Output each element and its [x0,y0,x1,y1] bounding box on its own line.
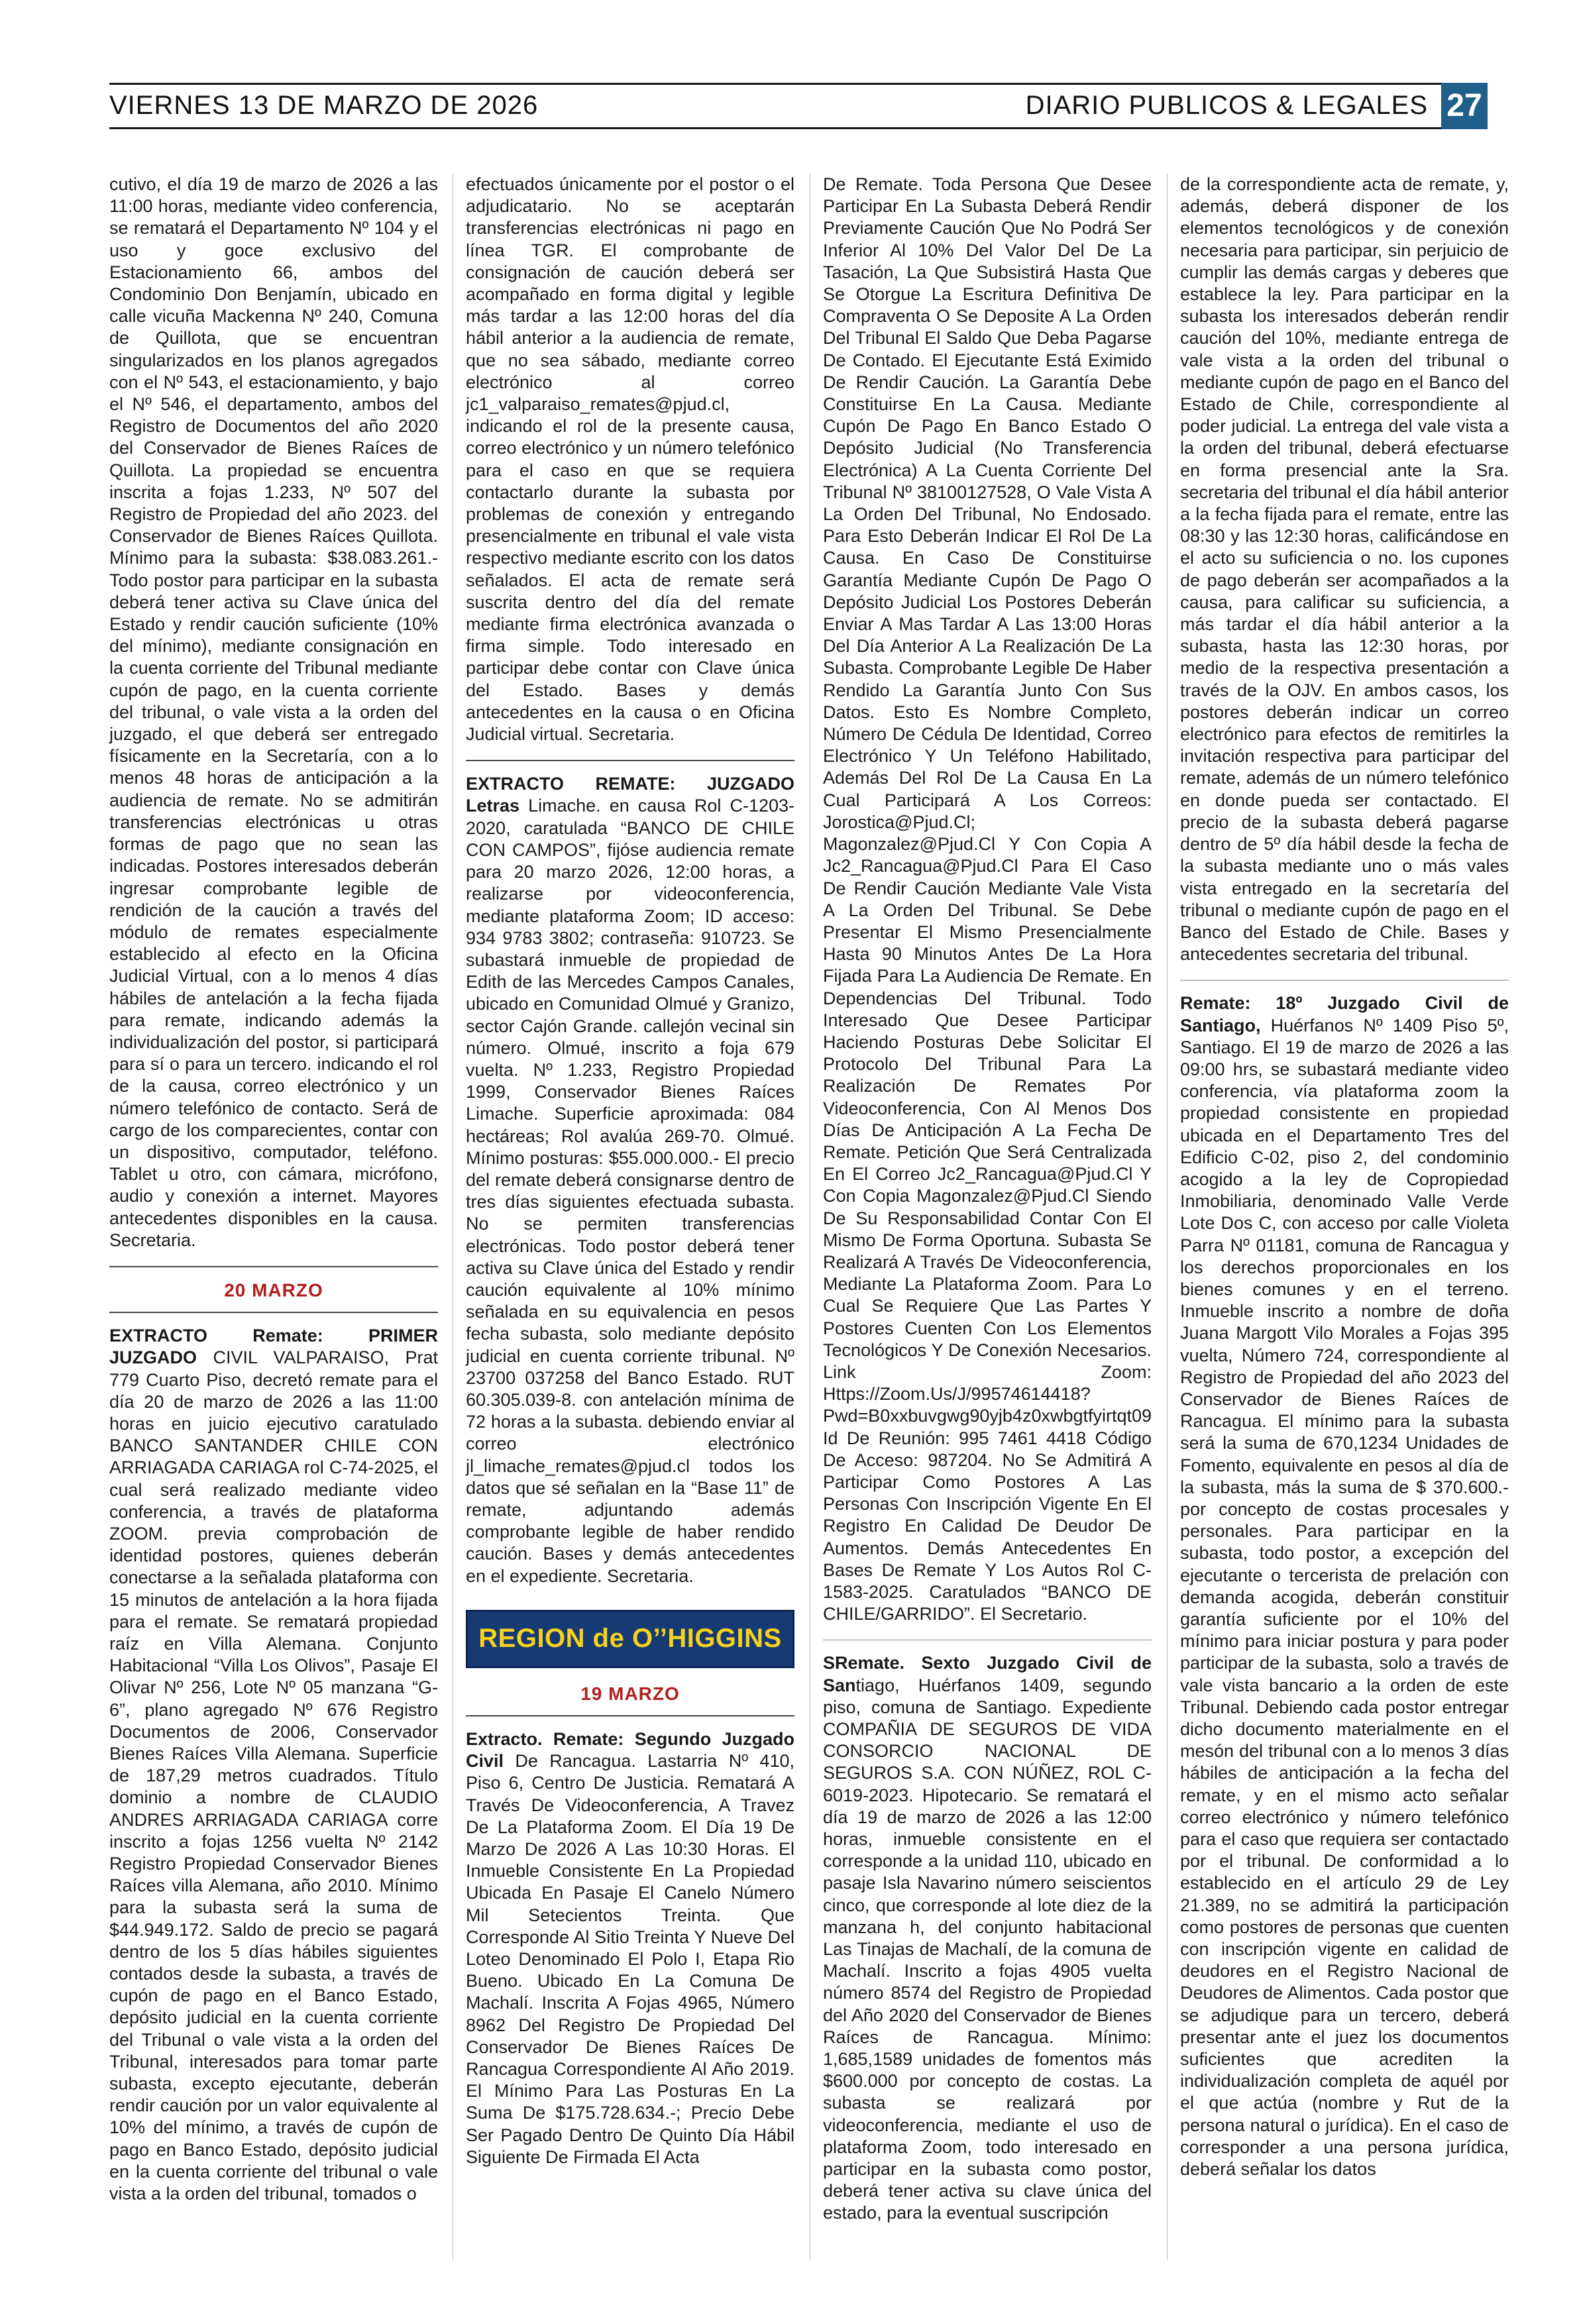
notice-body: De Rancagua. Lastarria Nº 410, Piso 6, Centro De Justicia. Rematará A Través De Videoconferencia, A Travez De La Plataforma Zoom. El Día 19 De Marzo De 2026 A Las 10:30 Horas. El Inmueble Consistente En La Propiedad Ubicada En Pasaje El Canelo Número Mil Setecientos Treinta. Que Corresponde Al Sitio Treinta Y Nueve Del Loteo Denominado El Polo I, Etapa Rio Bueno. Ubicado En La Comuna De Machalí. Inscrita A Fojas 4965, Número 8962 Del Registro De Propiedad Del Conservador De Bienes Raíces De Rancagua Correspondiente Al Año 2019. El Mínimo Para Las Posturas En La Suma De $175.728.634.-; Precio Debe Ser Pagado Dentro De Quinto Día Hábil Siguiente De Firmada El Acta [466,1751,794,2167]
notice-body: CIVIL VALPARAISO, Prat 779 Cuarto Piso, decretó remate para el día 20 de marzo de 2026 a las 11:00 horas en juicio ejecutivo caratulado BANCO SANTANDER CHILE CON ARRIAGADA CARIAGA rol C-74-2025, el cual será realizado mediante video conferencia, a través de plataforma ZOOM. previa comprobación de identidad postores, quienes deberán conectarse a la señalada plataforma con 15 minutos de antelación a la hora fijada para el remate. Se rematará propiedad raíz en Villa Alemana. Conjunto Habitacional “Villa Los Olivos”, Pasaje El Olivar Nº 256, Lote Nº 05 manzana “G-6”, plano agregado Nº 676 Registro Documentos de 2006, Conservador Bienes Raíces Villa Alemana. Superficie de 187,29 metros cuadrados. Título dominio a nombre de CLAUDIO ANDRES ARRIAGADA CARIAGA corre inscrito a fojas 1256 vuelta Nº 2142 Registro Propiedad Conservador Bienes Raíces villa Alemana, año 2010. Mínimo para la subasta será la suma de $44.949.172. Saldo de precio se pagará dentro de los 5 días hábiles siguientes contados desde la subasta, a través de cupón de pago en el Banco Estado, depósito judicial en la cuenta corriente del Tribunal o vale vista a la orden del Tribunal, interesados para tomar parte subasta, excepto ejecutante, deberán rendir caución por un valor equivalente al 10% del mínimo, a través de cupón de pago en Banco Estado, depósito judicial en la cuenta corriente del tribunal o vale vista a la orden del tribunal, tomados o [109,1347,438,2204]
notice-juzgado-limache [466,773,794,1587]
notice-body: tiago, Huérfanos 1409, segundo piso, comuna de Santiago. Expediente COMPAÑIA DE SEGUROS DE VIDA CONSORCIO NACIONAL DE SEGUROS S.A. CON NÚÑEZ, ROL C-6019-2023. Hipotecario. Se rematará el día 19 de marzo de 2026 a las 12:00 horas, inmueble consistente en el corresponde a la unidad 110, ubicado en pasaje Isla Navarino número seiscientos cinco, que corresponde al lote diez de la manzana h, del conjunto habitacional Las Tinajas de Machalí, de la comuna de Machalí. Inscrito a fojas 4905 vuelta número 8574 del Registro de Propiedad del Año 2020 del Conservador de Bienes Raíces de Rancagua. Mínimo: 1,685,1589 unidades de fomentos más $600.000 por concepto de costas. La subasta se realizará por videoconferencia, mediante el uso de plataforma Zoom, todo interesado en participar en la subasta como postor, deberá tener activa su clave única del estado, para la eventual suscripción [823,1675,1152,2223]
page-number: 27 [1441,83,1488,129]
column-2 [466,174,794,2168]
notice-body: Limache. en causa Rol C-1203-2020, caratulada “BANCO DE CHILE CON CAMPOS”, fijóse audiencia remate para 20 marzo 2026, 12:00 horas, a realizarse por videoconferencia, mediante plataforma Zoom; ID acceso: 934 9783 3802; contraseña: 910723. Se subastará inmueble de propiedad de Edith de las Mercedes Campos Canales, ubicado en Comunidad Olmué y Granizo, sector Cajón Grande. callejón vecinal sin número. Olmué, inscrito a foja 679 vuelta. Nº 1.233, Registro Propiedad 1999, Conservador Bienes Raíces Limache. Superficie aproximada: 084 hectáreas; Rol avalúa 269-70. Olmué. Mínimo posturas: $55.000.000.- El precio del remate deberá consignarse dentro de tres días siguientes efectuada subasta. No se permiten transferencias electrónicas. Todo postor deberá tener activa su Clave única del Estado y rendir caución equivalente al 10% mínimo señalada en su equivalencia en pesos fecha subasta, solo mediante depósito judicial en cuenta corriente tribunal. Nº 23700 037258 del Banco Estado. RUT 60.305.039-8. con antelación mínima de 72 horas a la subasta. debiendo enviar al correo electrónico jl_limache_remates@pjud.cl todos los datos que sé señalan en la “Base 11” de remate, adjuntando además comprobante legible de haber rendido caución. Bases y demás antecedentes en el expediente. Secretaria. [466,796,794,1586]
region-banner-label: REGION de O’’HIGGINS [478,1624,782,1654]
notice-rancagua-continued: De Remate. Toda Persona Que Desee Participar En La Subasta Deberá Rendir Previamente Caución Que No Podrá Ser Inferior Al 10% Del Valor Del De La Tasación, La Que Subsistirá Hasta Que Se Otorgue La Escritura Definitiva De Compraventa O Se Deposite A La Orden Del Tribunal El Saldo Que Deba Pagarse De Contado. El Ejecutante Está Eximido De Rendir Caución. La Garantía Debe Constituirse En La Causa. Mediante Cupón De Pago En Banco Estado O Depósito Judicial (No Transferencia Electrónica) A La Cuenta Corriente Del Tribunal Nº 38100127528, O Vale Vista A La Orden Del Tribunal, No Endosado. Para Esto Deberán Indicar El Rol De La Causa. En Caso De Constituirse Garantía Mediante Cupón De Pago O Depósito Judicial Los Postores Deberán Enviar A Mas Tardar A Las 13:00 Horas Del Día Anterior A La Realización De La Subasta. Comprobante Legible De Haber Rendido La Garantía Junto Con Sus Datos. Esto Es Nombre Completo, Número De Cédula De Identidad, Correo Electrónico Y Un Teléfono Habilitado, Además Del Rol De La Causa En La Cual Participará A Los Correos: Jorostica@Pjud.Cl; Magonzalez@Pjud.Cl Y Con Copia A Jc2_Rancagua@Pjud.Cl Para El Caso De Rendir Caución Mediante Vale Vista A La Orden Del Tribunal. Se Debe Presentar El Mismo Presencialmente Hasta 90 Minutos Antes De La Hora Fijada Para La Audiencia De Remate. En Dependencias Del Tribunal. Todo Interesado Que Desee Participar Haciendo Posturas Debe Solicitar El Protocolo Del Tribunal Para La Realización De Remates Por Videoconferencia, Con Al Menos Dos Días De Anticipación A La Fecha De Remate. Petición Que Será Centralizada En El Correo Jc2_Rancagua@Pjud.Cl Y Con Copia Magonzalez@Pjud.Cl Siendo De Su Responsabilidad Contar Con El Mismo De Forma Oportuna. Subasta Se Realizará A Través De Videoconferencia, Mediante La Plataforma Zoom. Para Lo Cual Se Requiere Que Las Partes Y Postores Cuenten Con Los Elementos Tecnológicos Y De Conexión Necesarios. Link Zoom: Https://Zoom.Us/J/99574614418?Pwd=B0xxbuvgwg90yjb4z0xwbgtfyirtqt09 Id De Reunión: 995 7461 4418 Código De Acceso: 987204. No Se Admitirá A Participar Como Postores A Las Personas Con Inscripción Vigente En El Registro En Calidad De Deudor De Aumentos. Demás Antecedentes En Bases De Remate Y Los Autos Rol C-1583-2025. Caratulados “BANCO DE CHILE/GARRIDO”. El Secretario. [823,174,1152,1624]
header-date: VIERNES 13 DE MARZO DE 2026 [109,91,539,120]
page-header [109,83,1488,129]
date-heading: 19 MARZO [580,1683,680,1704]
column-1 [109,174,438,2205]
header-rule-bottom [109,127,1441,129]
notice-separator [466,1715,794,1717]
header-rule-top [109,83,1441,85]
notice-separator [109,1312,438,1313]
notice-valparaiso-continued: efectuados únicamente por el postor o el adjudicatario. No se aceptarán transferencias electrónicas ni pago en línea TGR. El comprobante de consignación de caución deberá ser acompañado en forma digital y legible más tardar a las 12:00 horas del día hábil anterior a la audiencia de remate, que no sea sábado, mediante correo electrónico al correo jc1_valparaiso_remates@pjud.cl, indicando el rol de la presente causa, correo electrónico y un número telefónico para el caso en que se requiera contactarlo durante la subasta por problemas de conexión y entregando presencialmente en tribunal el vale vista respectivo mediante escrito con los datos señalados. El acta de remate será suscrita dentro del día del remate mediante firma electrónica avanzada o firma simple. Todo interesado en participar debe contar con Clave única del Estado. Bases y demás antecedentes en la causa o en Oficina Judicial virtual. Secretaria. [466,174,794,745]
notice-lead: SRemate. Sexto Juzgado Civil de San [823,1653,1152,1695]
column-3 [823,174,1152,2225]
newspaper-title: DIARIO PUBLICOS & LEGALES [1025,91,1428,120]
notice-segundo-juzgado-rancagua [466,1728,794,2168]
notice-lead: EXTRACTO Remate: PRIMER JUZGADO [109,1326,438,1368]
notice-lead: Remate: 18º Juzgado Civil de Santiago, [1180,993,1509,1035]
notice-lead: Extracto. Remate: Segundo Juzgado Civil [466,1729,794,1771]
notice-sexto-juzgado-santiago [823,1652,1152,2224]
column-4 [1180,174,1509,2180]
notice-lead: EXTRACTO REMATE: JUZGADO Letras [466,774,794,816]
notice-body: Huérfanos Nº 1409 Piso 5º, Santiago. El 19 de marzo de 2026 a las 09:00 hrs, se subastará mediante video conferencia, vía plataforma zoom la propiedad consistente en propiedad ubicada en el Departamento Tres del Edificio C-02, piso 2, del condominio acogido a la ley de Copropiedad Inmobiliaria, denominado Valle Verde Lote Dos C, con acceso por calle Violeta Parra Nº 01181, comuna de Rancagua y los derechos proporcionales en los bienes comunes y en el terreno. Inmueble inscrito a nombre de doña Juana Margott Vilo Morales a Fojas 395 vuelta, Número 724, correspondiente al Registro de Propiedad del año 2023 del Conservador de Bienes Raíces de Rancagua. El mínimo para la subasta será la suma de 670,1234 Unidades de Fomento, equivalente en pesos al día de la subasta, más la suma de $ 370.600.- por concepto de costas procesales y personales. Para participar en la subasta, todo postor, a excepción del ejecutante o tercerista de prelación con demanda acogida, deberán constituir garantía suficiente por el 10% del mínimo para iniciar postura y para poder participar de la subasta, solo a través de vale vista bancario a la orden de este Tribunal. Debiendo cada postor entregar dicho documento materialmente en el mesón del tribunal con a lo menos 3 días hábiles de anticipación a la fecha del remate, y en el mismo acto señalar correo electrónico y número telefónico para el caso que requiera ser contactado por el tribunal. De conformidad a lo establecido en el artículo 29 de Ley 21.389, no se admitirá la participación como postores de personas que cuenten con inscripción vigente en calidad de deudores en el Registro Nacional de Deudores de Alimentos. Cada postor que se adjudique para un tercero, deberá presentar ante el juez los documentos suficientes que acrediten la individualización completa de aquél por el que actúa (nombre y Rut de la persona natural o jurídica). En el caso de corresponder a una persona jurídica, deberá señalar los datos [1180,1015,1509,2180]
notice-primer-juzgado-valparaiso [109,1325,438,2205]
notice-quillota-continued: cutivo, el día 19 de marzo de 2026 a las 11:00 horas, mediante video conferencia, se rematará el Departamento Nº 104 y el uso y goce exclusivo del Estacionamiento 66, ambos del Condominio Don Benjamín, ubicado en calle vicuña Mackenna Nº 240, Comuna de Quillota, que se encuentran singularizados en los planos agregados con el Nº 543, el estacionamiento, y bajo el Nº 546, el departamento, ambos del Registro de Documentos del año 2020 del Conservador de Bienes Raíces de Quillota. La propiedad se encuentra inscrita a fojas 1.233, Nº 507 del Registro de Propiedad del año 2023. del Conservador de Bienes Raíces Quillota. Mínimo para la subasta: $38.083.261.- Todo postor para participar en la subasta deberá tener activa su Clave única del Estado y rendir caución suficiente (10% del mínimo), mediante consignación en la cuenta corriente del Tribunal mediante cupón de pago, en la cuenta corriente del tribunal, o vale vista a la orden del juzgado, el que deberá ser entregado físicamente en la Secretaría, con a lo menos 48 horas de anticipación a la audiencia de remate. No se admitirán transferencias electrónicas u otras formas de pago que no sean las indicadas. Postores interesados deberán ingresar comprobante legible de rendición de la caución a través del módulo de remates especialmente establecido al efecto en la Oficina Judicial Virtual, con a lo menos 4 días hábiles de antelación a la fecha fijada para remate, indicando además la individualización del postor, si participará para sí o para un tercero. indicando el rol de la causa, correo electrónico y un número telefónico de contacto. Será de cargo de los comparecientes, contar con un dispositivo, computador, teléfono. Tablet u otro, con cámara, micrófono, audio y conexión a internet. Mayores antecedentes disponibles en la causa. Secretaria. [109,174,438,1250]
notice-separator [109,1266,438,1267]
region-banner [466,1610,794,1668]
column-divider [1167,174,1168,2260]
notice-sexto-juzgado-continued: de la correspondiente acta de remate, y, además, deberá disponer de los elementos tecnológicos y de conexión necesaria para participar, sin perjuicio de cumplir las demás cargas y deberes que establece la ley. Para participar en la subasta los interesados deberán rendir caución del 10%, mediante entrega de vale vista a la orden del tribunal o mediante cupón de pago en el Banco del Estado de Chile, correspondiente al poder judicial. La entrega del vale vista a la orden del tribunal, deberá efectuarse en forma presencial ante la Sra. secretaria del tribunal el día hábil anterior a la fecha fijada para el remate, entre las 08:30 y las 12:30 horas, calificándose en el acto su suficiencia o no. los cupones de pago deberán ser acompañados a la causa, para calificar su suficiencia, a más tardar el día hábil anterior a la subasta, hasta las 12:30 horas, por medio de la respectiva presentación a través de la OJV. En ambos casos, los postores deberán indicar un correo electrónico para efectos de remitirles la invitación respectiva para participar del remate, además de un número telefónico en donde pueda ser contactado. El precio de la subasta deberá pagarse dentro de 5º día hábil desde la fecha de la subasta mediante uno o más vales vista entregado en la secretaría del tribunal o mediante cupón de pago en el Banco del Estado de Chile. Bases y antecedentes secretaria del tribunal. [1180,174,1509,965]
notice-separator [466,760,794,761]
date-heading: 20 MARZO [224,1279,323,1300]
notice-18-juzgado-santiago [1180,992,1509,2180]
